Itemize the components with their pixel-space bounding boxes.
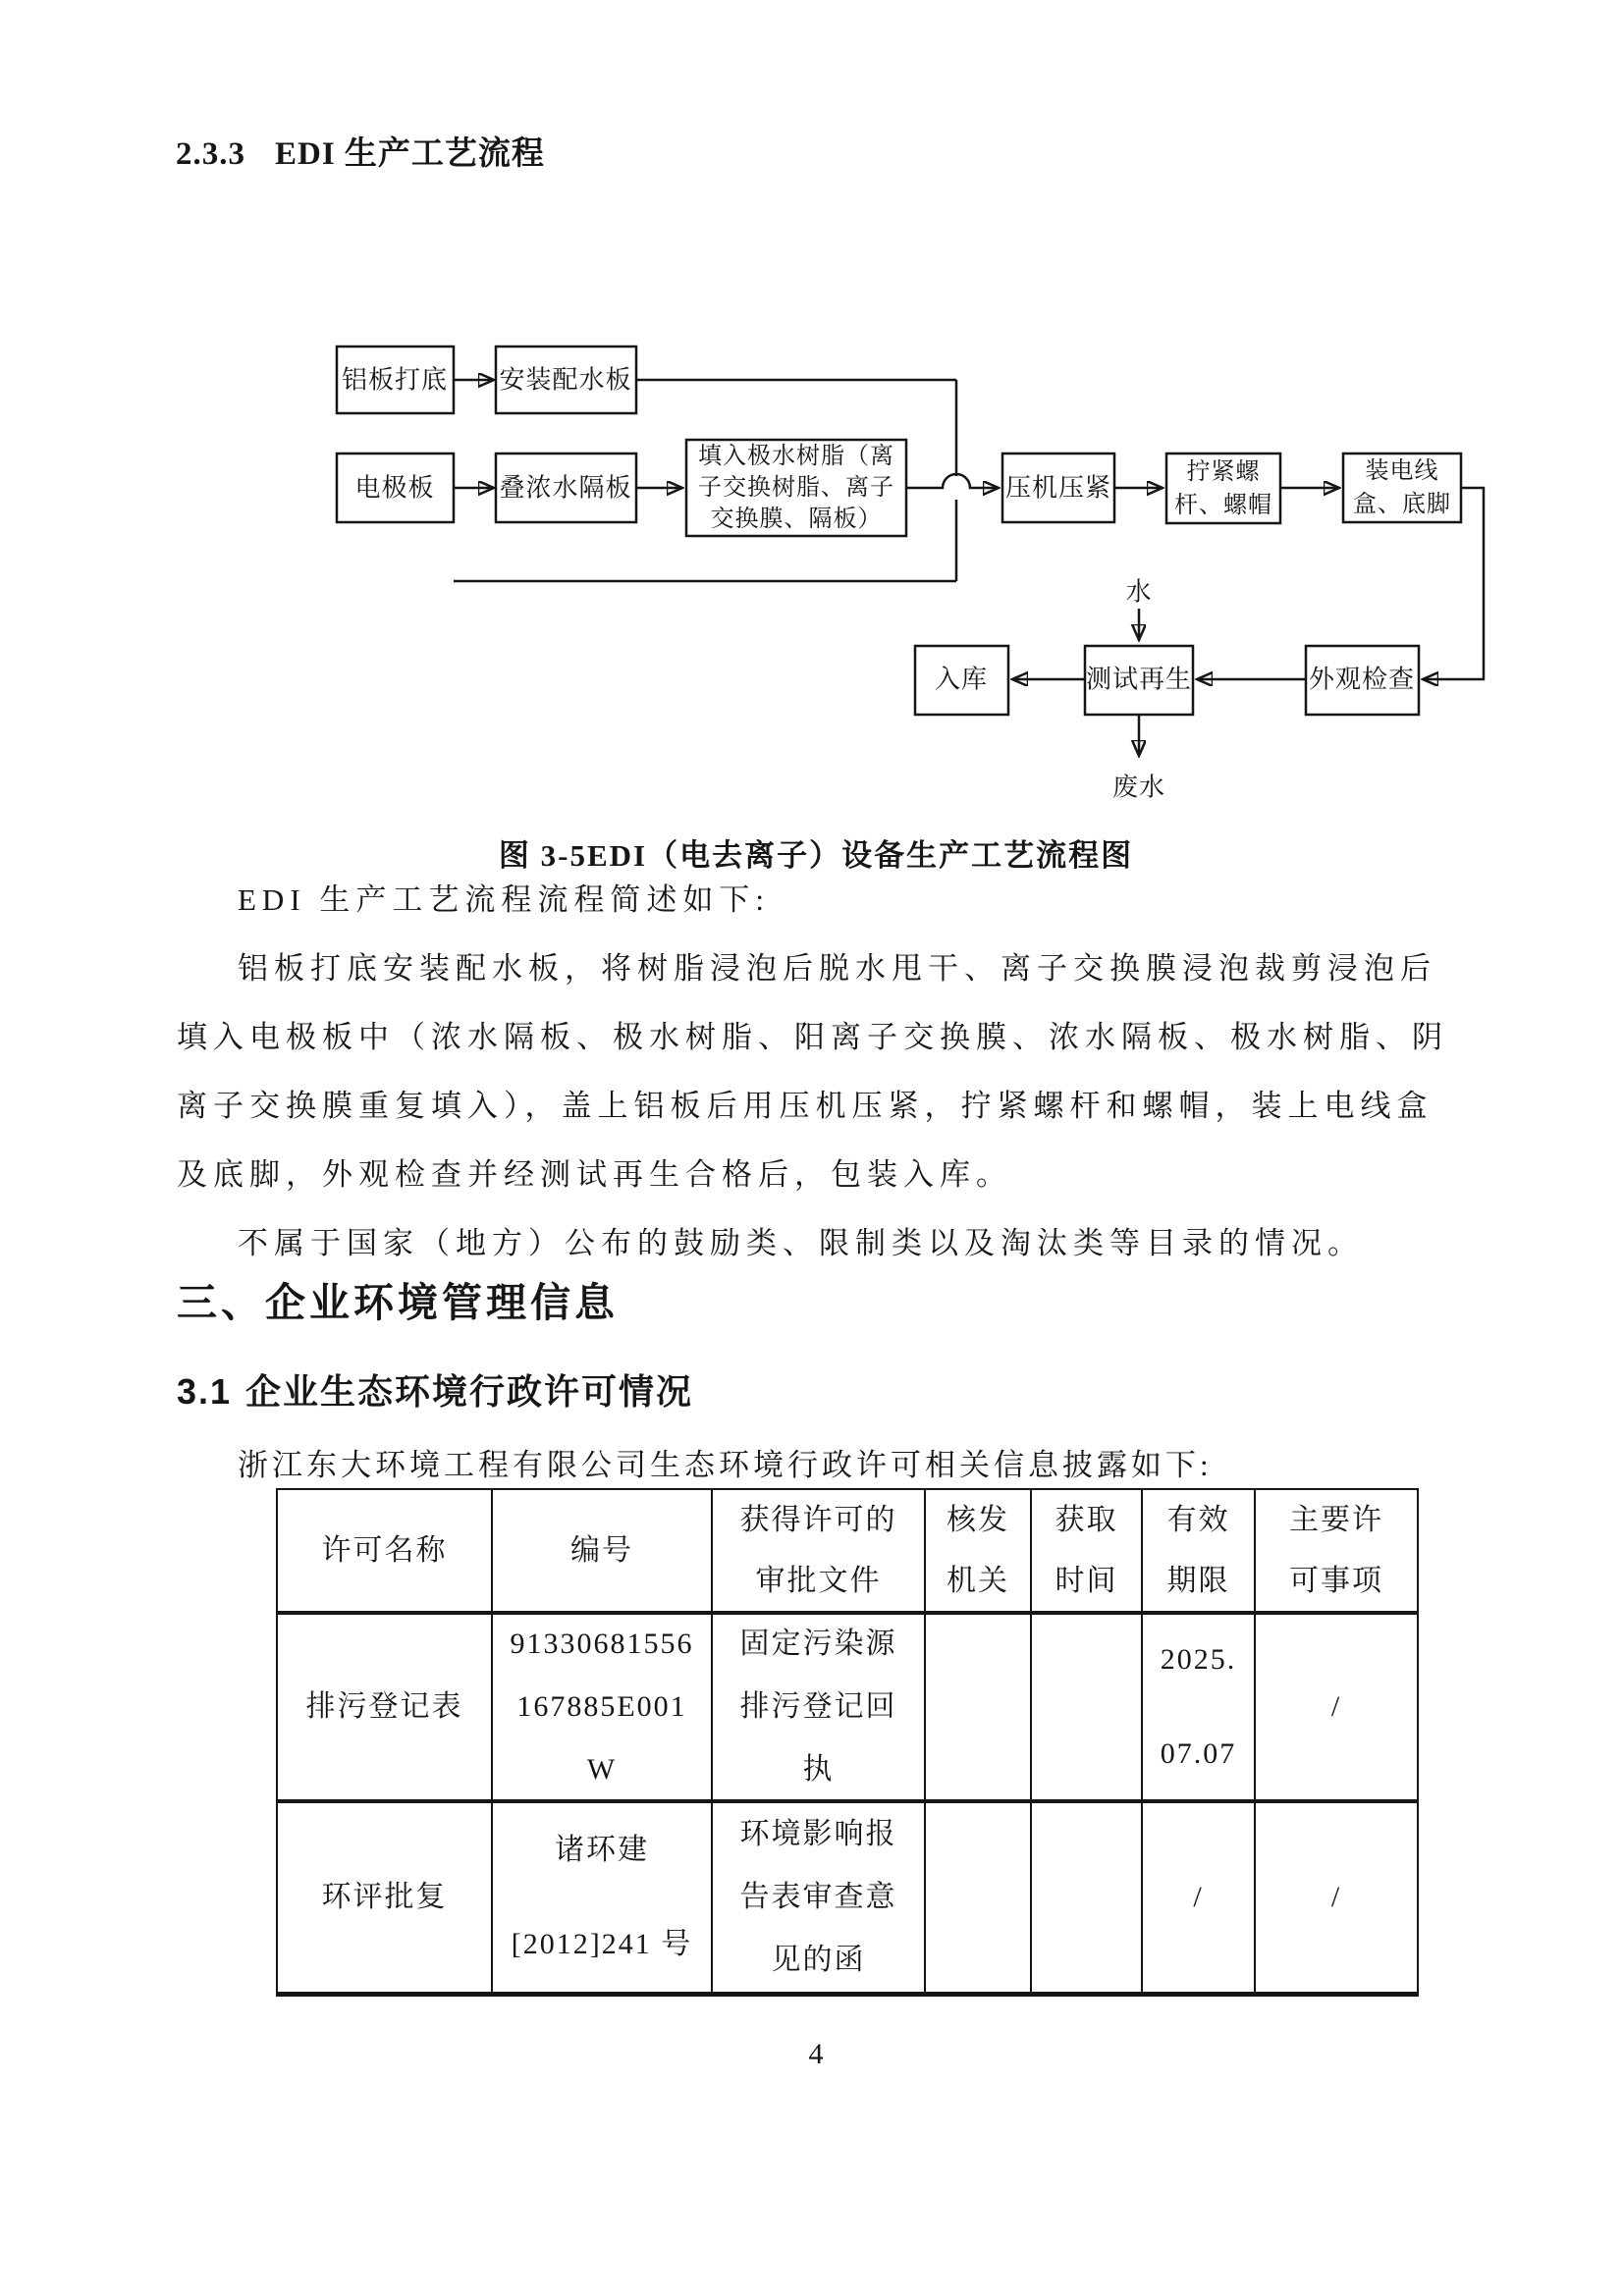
cell-line: 执 xyxy=(802,1753,835,1786)
header-line: 编号 xyxy=(570,1533,633,1567)
cell-line: [2012]241 号 xyxy=(511,1928,693,1960)
cell-line: 167885E001 xyxy=(516,1690,687,1723)
subsection-number: 3.1 xyxy=(177,1371,233,1412)
edi-process-flowchart xyxy=(0,196,1623,844)
body-paragraphs xyxy=(177,866,1465,1278)
cell-line: 2025. xyxy=(1160,1643,1237,1676)
cell-line: 见的函 xyxy=(771,1944,866,1976)
table-cell-obtain-time-empty xyxy=(1032,1803,1143,1992)
cell-line: / xyxy=(1193,1881,1204,1913)
flow-label-lvban-dadi: 铝板打底 xyxy=(341,365,449,395)
table-cell-validity xyxy=(1143,1803,1256,1992)
paragraph-disclosure-intro: 浙江东大环境工程有限公司生态环境行政许可相关信息披露如下: xyxy=(238,1448,1213,1482)
header-line: 获取 xyxy=(1055,1503,1118,1536)
section-title: EDI 生产工艺流程 xyxy=(275,136,545,172)
table-header-validity xyxy=(1143,1490,1256,1615)
flow-label-tianru-line3: 交换膜、隔板） xyxy=(710,507,883,532)
paragraph-intro: EDI 生产工艺流程流程简述如下: xyxy=(238,882,771,917)
table-header-number xyxy=(493,1490,713,1615)
subsection-title: 企业生态环境行政许可情况 xyxy=(245,1371,694,1412)
cell-line: 排污登记回 xyxy=(739,1690,897,1723)
cell-line: 固定污染源 xyxy=(739,1628,897,1660)
flow-label-tianru-line1: 填入极水树脂（离 xyxy=(698,444,894,469)
table-header-issuing-authority xyxy=(926,1490,1032,1615)
table-cell-validity xyxy=(1143,1615,1256,1803)
flow-label-die-nongshui-geban: 叠浓水隔板 xyxy=(499,473,632,503)
table-cell-issuing-authority-empty xyxy=(926,1615,1032,1803)
flow-label-yaji-yajin: 压机压紧 xyxy=(1004,473,1112,503)
cell-line: 告表审查意 xyxy=(739,1881,897,1913)
flow-label-dianxianhe-line2: 盒、底脚 xyxy=(1353,492,1451,517)
paragraph-line: 铝板打底安装配水板，将树脂浸泡后脱水甩干、离子交换膜浸泡裁剪浸泡后 xyxy=(238,951,1436,986)
cell-line: 07.07 xyxy=(1160,1737,1237,1770)
cell-line: 排污登记表 xyxy=(305,1690,463,1723)
flow-label-ceshi-zaisheng: 测试再生 xyxy=(1085,665,1193,694)
flow-label-ningjin-line1: 拧紧螺 xyxy=(1186,459,1261,485)
cell-line: 91330681556 xyxy=(510,1628,694,1660)
table-cell-issuing-authority-empty xyxy=(926,1803,1032,1992)
flow-label-ningjin-line2: 杆、螺帽 xyxy=(1174,493,1272,518)
flow-label-tianru-line2: 子交换树脂、离子 xyxy=(698,475,894,501)
flow-label-dianjiban: 电极板 xyxy=(354,473,435,503)
header-line: 机关 xyxy=(947,1564,1009,1597)
cell-line: 环评批复 xyxy=(321,1881,448,1913)
table-cell-main-items xyxy=(1256,1803,1417,1992)
table-cell-number xyxy=(493,1615,713,1803)
figure-caption: 图 3-5EDI（电去离子）设备生产工艺流程图 xyxy=(498,838,1134,873)
section-number: 2.3.3 xyxy=(176,136,245,172)
flow-label-water: 水 xyxy=(1125,577,1153,607)
header-line: 获得许可的 xyxy=(739,1503,897,1536)
flow-label-waiguan-jiancha: 外观检查 xyxy=(1308,665,1416,694)
flow-label-ruku: 入库 xyxy=(934,665,989,694)
paragraph-catalog-note: 不属于国家（地方）公布的鼓励类、限制类以及淘汰类等目录的情况。 xyxy=(238,1226,1364,1260)
table-cell-main-items xyxy=(1256,1615,1417,1803)
subsection-heading xyxy=(177,1364,693,1415)
table-cell-number xyxy=(493,1803,713,1992)
flow-label-anzhuang-peishuiban: 安装配水板 xyxy=(499,365,632,395)
header-line: 可事项 xyxy=(1289,1564,1383,1597)
header-line: 审批文件 xyxy=(755,1564,882,1597)
cell-line: / xyxy=(1330,1881,1342,1913)
cell-line: W xyxy=(586,1753,618,1786)
cell-line: 诸环建 xyxy=(555,1834,649,1866)
paragraph-line: 填入电极板中（浓水隔板、极水树脂、阳离子交换膜、浓水隔板、极水树脂、阴 xyxy=(177,1020,1448,1054)
license-table xyxy=(276,1488,1419,1997)
table-cell-permit-name xyxy=(278,1803,493,1992)
table-header-main-items xyxy=(1256,1490,1417,1615)
table-header-permit-name xyxy=(278,1490,493,1615)
header-line: 核发 xyxy=(947,1503,1009,1536)
header-line: 期限 xyxy=(1166,1564,1230,1597)
table-header-approval-doc xyxy=(713,1490,926,1615)
paragraph-line: 离子交换膜重复填入），盖上铝板后用压机压紧，拧紧螺杆和螺帽，装上电线盒 xyxy=(177,1089,1434,1123)
header-line: 许可名称 xyxy=(321,1533,448,1567)
table-cell-approval-doc xyxy=(713,1803,926,1992)
flow-label-dianxianhe-line1: 装电线 xyxy=(1365,458,1439,484)
table-cell-permit-name xyxy=(278,1615,493,1803)
header-line: 时间 xyxy=(1055,1564,1118,1597)
arrow-tianru-to-yaji xyxy=(906,474,999,488)
header-line: 有效 xyxy=(1166,1503,1230,1536)
section-heading xyxy=(176,128,545,174)
flow-label-wastewater: 废水 xyxy=(1111,773,1166,802)
table-cell-approval-doc xyxy=(713,1615,926,1803)
table-cell-obtain-time-empty xyxy=(1032,1615,1143,1803)
header-line: 主要许 xyxy=(1289,1503,1383,1536)
page-number: 4 xyxy=(808,2038,824,2070)
table-header-obtain-time xyxy=(1032,1490,1143,1615)
paragraph-line: 及底脚，外观检查并经测试再生合格后，包装入库。 xyxy=(177,1157,1012,1192)
cell-line: 环境影响报 xyxy=(739,1818,897,1850)
cell-line: / xyxy=(1330,1690,1342,1723)
chapter-heading: 三、企业环境管理信息 xyxy=(177,1280,619,1325)
